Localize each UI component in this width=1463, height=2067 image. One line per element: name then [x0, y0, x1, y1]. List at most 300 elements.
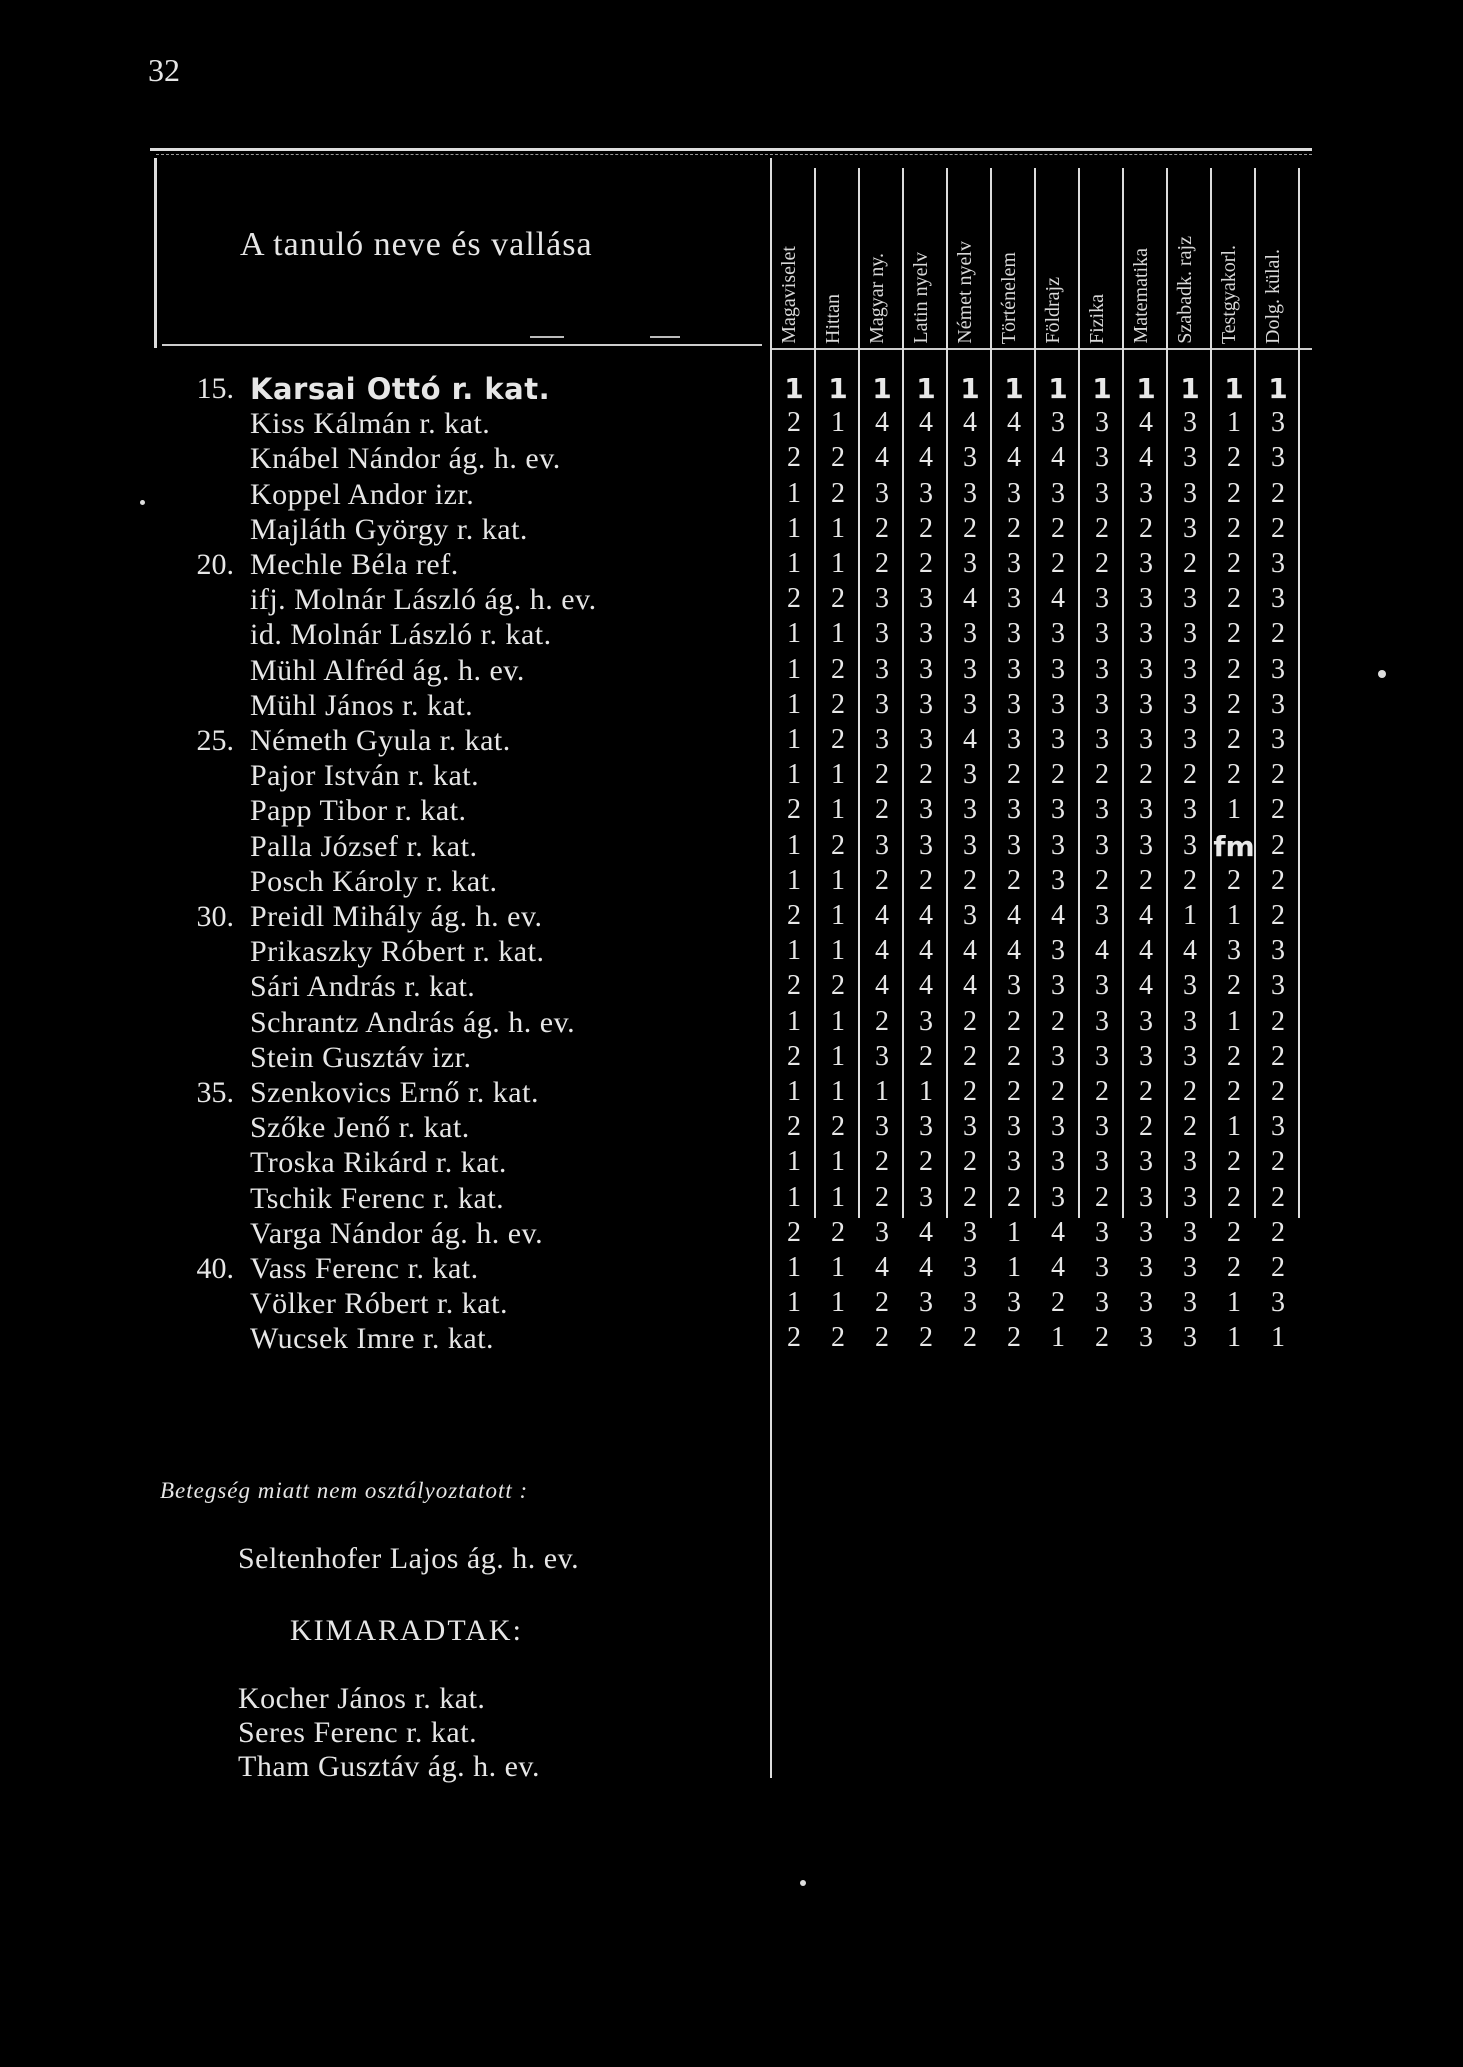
grade-cell: 1 [787, 935, 801, 967]
grade-cell: 3 [1139, 583, 1153, 615]
grade-cell: 3 [963, 688, 977, 720]
column-divider [946, 168, 948, 1218]
grade-cell: 3 [1095, 1005, 1109, 1037]
grade-cell: 2 [1095, 1076, 1109, 1107]
grade-cell: 3 [1271, 935, 1285, 967]
grade-cell: 1 [1004, 372, 1024, 405]
stray-mark [1378, 670, 1386, 678]
grade-cell: 2 [1095, 1322, 1109, 1354]
grade-cell: 4 [919, 407, 933, 439]
grade-cell: 3 [1007, 653, 1021, 685]
table-row [150, 1146, 1312, 1182]
grade-cell: 2 [1227, 618, 1241, 650]
subject-header-11 [1256, 160, 1300, 348]
subject-header-5 [992, 160, 1036, 348]
grade-cell: 4 [1051, 900, 1065, 931]
grade-cell: 3 [919, 653, 933, 685]
grade-cell: 3 [1271, 970, 1285, 1002]
student-name: Mühl János r. kat. [250, 688, 474, 722]
grade-cell: 4 [875, 1252, 889, 1283]
grade-cell: 2 [963, 512, 977, 544]
grade-cell: 2 [1051, 1076, 1065, 1107]
grade-cell: 4 [919, 1252, 933, 1283]
row-number: 35. [196, 1076, 234, 1109]
grade-cell: 1 [831, 1181, 845, 1213]
grade-cell: 1 [831, 618, 845, 650]
grade-cell: 3 [1007, 724, 1021, 755]
grade-cell: 1 [831, 1287, 845, 1319]
grade-cell: 2 [1227, 1216, 1241, 1248]
grade-cell: 3 [919, 724, 933, 755]
grade-cell: 3 [1051, 970, 1065, 1002]
grade-cell: 3 [919, 1005, 933, 1037]
grade-cell: 3 [1183, 1181, 1197, 1213]
grade-cell: 2 [831, 688, 845, 720]
grade-cell: 1 [1051, 1322, 1065, 1354]
subject-header-7 [1080, 160, 1124, 348]
grade-cell: 2 [1095, 864, 1109, 896]
subject-label: Német nyelv [954, 241, 976, 344]
table-row [150, 1252, 1312, 1288]
grade-cell: 3 [919, 477, 933, 509]
grade-cell: 2 [963, 1040, 977, 1072]
grade-cell: 3 [1183, 724, 1197, 755]
table-row [150, 583, 1312, 619]
grade-cell: 1 [787, 477, 801, 509]
row-number: 25. [196, 724, 234, 757]
grade-cell: 2 [1051, 548, 1065, 579]
grade-cell: 2 [1139, 1111, 1153, 1143]
grade-cell: 2 [1227, 970, 1241, 1002]
grade-cell: 3 [919, 1181, 933, 1213]
grade-cell: 1 [787, 548, 801, 579]
grade-cell: 2 [919, 864, 933, 896]
grade-cell: 3 [1183, 1146, 1197, 1178]
grade-cell: 2 [787, 1216, 801, 1248]
grade-cell: 3 [1271, 1287, 1285, 1319]
grade-cell: 3 [1095, 724, 1109, 755]
table-row [150, 1287, 1312, 1323]
grade-cell: 4 [963, 935, 977, 967]
grade-cell: 2 [831, 1216, 845, 1248]
grade-cell: 2 [1271, 1181, 1285, 1213]
grade-cell: 3 [1183, 1005, 1197, 1037]
unclassified-student: Seltenhofer Lajos ág. h. ev. [238, 1542, 580, 1575]
grade-cell: 3 [1183, 653, 1197, 685]
student-name: Vass Ferenc r. kat. [250, 1252, 479, 1285]
grade-cell: 3 [875, 829, 889, 861]
grade-cell: 3 [963, 653, 977, 685]
grade-cell: 4 [1007, 442, 1021, 474]
student-name: Koppel Andor izr. [250, 477, 475, 511]
row-number: 40. [196, 1252, 234, 1285]
grade-cell: 3 [1007, 618, 1021, 650]
grade-cell: 2 [1271, 1252, 1285, 1283]
row-number: 15. [196, 372, 234, 405]
table-row [150, 513, 1312, 549]
grade-cell: 1 [787, 864, 801, 896]
grade-cell: 4 [919, 970, 933, 1002]
grade-cell: 4 [1051, 1252, 1065, 1283]
grade-cell: 2 [1051, 1005, 1065, 1037]
subject-label: Hittan [822, 294, 844, 344]
subject-label: Szabadk. rajz [1174, 236, 1196, 344]
grade-cell: 1 [787, 724, 801, 755]
subject-header-4 [948, 160, 992, 348]
grade-cell: 3 [875, 653, 889, 685]
table-row [150, 865, 1312, 901]
grade-cell: 3 [1271, 688, 1285, 720]
grade-cell: 2 [919, 1040, 933, 1072]
grade-cell: 2 [1227, 1181, 1241, 1213]
grade-cell: 4 [1051, 583, 1065, 615]
grade-cell: 1 [831, 759, 845, 791]
grade-cell: 4 [1051, 442, 1065, 474]
left-out-student: Tham Gusztáv ág. h. ev. [238, 1750, 540, 1783]
grade-cell: 2 [831, 1111, 845, 1143]
grade-cell: 3 [963, 829, 977, 861]
grade-cell: 4 [919, 935, 933, 967]
grade-cell: 3 [1271, 583, 1285, 615]
grade-cell: 1 [831, 794, 845, 826]
grade-cell: 2 [1227, 512, 1241, 544]
grade-cell: 3 [1051, 724, 1065, 755]
grade-cell: 2 [1227, 1040, 1241, 1072]
grade-cell: 3 [919, 1287, 933, 1319]
grade-table [150, 148, 1312, 1783]
grade-cell: 2 [1271, 864, 1285, 896]
grade-cell: 1 [831, 864, 845, 896]
grade-cell: 3 [1051, 864, 1065, 896]
grade-cell: 4 [963, 970, 977, 1002]
grade-cell: 2 [875, 548, 889, 579]
student-name: Varga Nándor ág. h. ev. [250, 1216, 544, 1250]
student-name: Posch Károly r. kat. [250, 864, 498, 898]
grade-cell: 1 [1007, 1252, 1021, 1283]
grade-cell: 3 [1007, 548, 1021, 579]
grade-cell: 2 [1227, 688, 1241, 720]
grade-cell: 2 [1271, 829, 1285, 861]
student-name: Németh Gyula r. kat. [250, 724, 511, 757]
grade-cell: 1 [831, 407, 845, 439]
grade-cell: 2 [919, 1146, 933, 1178]
grade-cell: 2 [831, 829, 845, 861]
grade-cell: 2 [1227, 1146, 1241, 1178]
grade-cell: 4 [963, 407, 977, 439]
grade-cell: 3 [1095, 829, 1109, 861]
grade-cell: 2 [1183, 864, 1197, 896]
grade-cell: 3 [1051, 653, 1065, 685]
grade-cell: 1 [831, 900, 845, 931]
grade-cell: 4 [1095, 935, 1109, 967]
grade-cell: 2 [787, 442, 801, 474]
subject-header-10 [1212, 160, 1256, 348]
grade-cell: 2 [1271, 1040, 1285, 1072]
grade-cell: 2 [1183, 1111, 1197, 1143]
grade-cell: 3 [1007, 794, 1021, 826]
grade-cell: 3 [1139, 653, 1153, 685]
grade-cell: 2 [787, 794, 801, 826]
student-name: ifj. Molnár László ág. h. ev. [250, 583, 597, 617]
grade-cell: 2 [1183, 759, 1197, 791]
grade-cell: 3 [875, 688, 889, 720]
grade-cell: 2 [831, 477, 845, 509]
grade-cell: 1 [787, 1076, 801, 1107]
grade-cell: 2 [1139, 1076, 1153, 1107]
grade-cell: 3 [1007, 583, 1021, 615]
grade-cell: 1 [919, 1076, 933, 1107]
grade-cell: 1 [787, 1287, 801, 1319]
grade-cell: 1 [1271, 1322, 1285, 1354]
grade-cell: 3 [1095, 1040, 1109, 1072]
student-name: Preidl Mihály ág. h. ev. [250, 900, 543, 933]
table-top-border-dashed [156, 154, 1312, 155]
table-row [150, 1322, 1312, 1358]
grade-cell: 2 [875, 794, 889, 826]
grade-cell: 1 [784, 372, 804, 405]
grade-cell: 1 [1048, 372, 1068, 405]
grade-cell: 2 [831, 724, 845, 755]
grade-cell: 3 [1051, 829, 1065, 861]
grade-cell: 3 [963, 759, 977, 791]
grade-cell: 1 [1268, 372, 1288, 405]
grade-cell: 1 [787, 1146, 801, 1178]
grade-cell: 1 [787, 759, 801, 791]
grade-cell: 3 [1095, 653, 1109, 685]
grade-cell: 2 [1007, 512, 1021, 544]
grade-cell: 3 [1183, 970, 1197, 1002]
table-left-border [154, 158, 157, 348]
grade-cell: 3 [875, 1111, 889, 1143]
grade-cell: 1 [787, 1252, 801, 1283]
table-row [150, 794, 1312, 830]
table-row [150, 618, 1312, 654]
grade-cell: 4 [1183, 935, 1197, 967]
subject-label: Történelem [998, 251, 1020, 344]
subject-label: Testgyakorl. [1218, 244, 1240, 344]
grade-cell: 2 [831, 442, 845, 474]
table-row [150, 1217, 1312, 1253]
grade-cell: 3 [1095, 970, 1109, 1002]
grade-cell: 1 [831, 548, 845, 579]
grade-cell: 1 [872, 372, 892, 405]
grade-cell: 3 [1271, 407, 1285, 439]
column-divider [770, 158, 772, 1778]
grade-cell: 3 [1051, 1146, 1065, 1178]
subject-label: Földrajz [1042, 277, 1064, 344]
grade-cell: 2 [787, 1111, 801, 1143]
grade-cell: 1 [831, 1252, 845, 1283]
grade-cell: 4 [875, 900, 889, 931]
table-row [150, 1076, 1312, 1112]
grade-cell: 3 [963, 1252, 977, 1283]
grade-cell: 4 [1139, 970, 1153, 1002]
grade-cell: 2 [963, 1181, 977, 1213]
grade-cell: 2 [1227, 548, 1241, 579]
grade-cell: 3 [875, 1040, 889, 1072]
grade-cell: 3 [1007, 1146, 1021, 1178]
student-name: Szenkovics Ernő r. kat. [250, 1076, 539, 1109]
table-top-border [150, 148, 1312, 151]
grade-cell: 3 [1139, 688, 1153, 720]
grade-cell: 4 [1139, 442, 1153, 474]
grade-cell: 3 [1183, 1322, 1197, 1354]
grade-cell: 2 [787, 970, 801, 1002]
header-dash [650, 336, 680, 338]
left-out-student: Seres Ferenc r. kat. [238, 1716, 478, 1749]
student-name: Palla József r. kat. [250, 829, 478, 863]
grade-cell: 2 [875, 1181, 889, 1213]
grade-cell: 3 [1227, 935, 1241, 967]
grade-cell: 4 [875, 970, 889, 1002]
subject-header-1 [816, 160, 860, 348]
student-name: Völker Róbert r. kat. [250, 1287, 508, 1321]
grade-cell: 3 [963, 1287, 977, 1319]
table-row [150, 970, 1312, 1006]
grade-cell: 3 [919, 1111, 933, 1143]
subject-headers [772, 160, 1312, 350]
student-name: Sári András r. kat. [250, 970, 476, 1004]
grade-cell: 2 [1183, 1076, 1197, 1107]
student-name: Schrantz András ág. h. ev. [250, 1005, 576, 1039]
grade-cell: 3 [1139, 1322, 1153, 1354]
student-name: Mühl Alfréd ág. h. ev. [250, 653, 525, 687]
grade-cell: 1 [787, 688, 801, 720]
grade-cell: 1 [787, 1005, 801, 1037]
grade-cell: 4 [1139, 900, 1153, 931]
column-divider [990, 168, 992, 1218]
table-row [150, 759, 1312, 795]
grade-cell: 1 [1007, 1216, 1021, 1248]
grade-cell: 3 [963, 618, 977, 650]
grade-cell: 3 [1271, 653, 1285, 685]
grade-cell: 1 [1183, 900, 1197, 931]
column-divider [1078, 168, 1080, 1218]
grade-cell: 4 [875, 442, 889, 474]
grade-cell: 3 [1271, 724, 1285, 755]
subject-header-underline [772, 348, 1312, 350]
grade-cell: 2 [875, 512, 889, 544]
grade-cell: 2 [1227, 864, 1241, 896]
table-row [150, 689, 1312, 725]
grade-cell: 2 [919, 759, 933, 791]
grade-cell: 2 [1227, 724, 1241, 755]
grade-cell: 2 [1007, 1005, 1021, 1037]
grade-cell: 2 [831, 1322, 845, 1354]
grade-cell: 1 [831, 1146, 845, 1178]
grade-cell: 2 [919, 512, 933, 544]
grade-cell: 2 [1007, 1040, 1021, 1072]
grade-cell: 3 [919, 618, 933, 650]
grade-cell: 1 [787, 1181, 801, 1213]
illness-note: Betegség miatt nem osztályoztatott : [160, 1478, 529, 1503]
grade-cell: 3 [1095, 407, 1109, 439]
student-name: Karsai Ottó r. kat. [250, 372, 551, 406]
student-name: id. Molnár László r. kat. [250, 618, 552, 652]
grade-cell: 3 [1183, 407, 1197, 439]
subject-header-8 [1124, 160, 1168, 348]
stray-mark [800, 1880, 806, 1886]
grade-cell: 3 [1095, 1111, 1109, 1143]
grade-cell: 2 [1271, 1005, 1285, 1037]
student-name: Kiss Kálmán r. kat. [250, 407, 491, 441]
grade-cell: 3 [919, 829, 933, 861]
subject-header-0 [772, 160, 816, 348]
grade-cell: 2 [1007, 864, 1021, 896]
grade-cell: 3 [1183, 688, 1197, 720]
table-row [150, 1111, 1312, 1147]
column-divider [1034, 168, 1036, 1218]
column-header-name: A tanuló neve és vallása [240, 226, 593, 263]
student-name: Tschik Ferenc r. kat. [250, 1181, 505, 1215]
grade-cell: 2 [831, 583, 845, 615]
grade-cell: 2 [787, 583, 801, 615]
table-row [150, 1182, 1312, 1218]
grade-cell: 4 [1007, 935, 1021, 967]
column-divider [1210, 168, 1212, 1218]
subject-label: Magaviselet [778, 246, 800, 344]
student-name: Prikaszky Róbert r. kat. [250, 935, 545, 969]
grade-cell: 1 [828, 372, 848, 405]
page-number: 32 [148, 52, 180, 88]
grade-cell: 1 [787, 618, 801, 650]
row-number: 20. [196, 548, 234, 581]
grade-cell: 3 [1051, 1040, 1065, 1072]
column-divider [1166, 168, 1168, 1218]
grade-cell: 1 [1227, 1005, 1241, 1037]
grade-cell: 3 [1183, 794, 1197, 826]
subject-label: Latin nyelv [910, 252, 932, 344]
grade-cell: 2 [1095, 1181, 1109, 1213]
grade-cell: 1 [831, 512, 845, 544]
grade-cell: 3 [875, 724, 889, 755]
grade-cell: 1 [831, 1040, 845, 1072]
grade-cell: 2 [1183, 548, 1197, 579]
header-dash [530, 336, 564, 338]
grade-cell: 2 [963, 1005, 977, 1037]
grade-cell: 2 [1095, 512, 1109, 544]
header-underline [162, 344, 762, 346]
grade-cell: 2 [1007, 759, 1021, 791]
grade-cell: 2 [1007, 1322, 1021, 1354]
grade-cell: 2 [963, 1322, 977, 1354]
subject-header-2 [860, 160, 904, 348]
grade-cell: 1 [1092, 372, 1112, 405]
grade-cell: 2 [787, 1322, 801, 1354]
grade-cell: 2 [1227, 583, 1241, 615]
table-row [150, 407, 1312, 443]
grade-cell: 3 [1051, 935, 1065, 967]
grade-cell: 4 [919, 442, 933, 474]
grade-cell: 2 [1051, 512, 1065, 544]
row-number: 30. [196, 900, 234, 933]
grade-cell: 4 [963, 583, 977, 615]
grade-cell: 1 [916, 372, 936, 405]
left-out-heading: KIMARADTAK: [290, 1614, 523, 1647]
grade-cell: 3 [1139, 548, 1153, 579]
grade-cell: 1 [1227, 900, 1241, 931]
grade-cell: 3 [1007, 688, 1021, 720]
grade-cell: 1 [831, 1076, 845, 1107]
grade-cell: 2 [875, 759, 889, 791]
student-name: Troska Rikárd r. kat. [250, 1146, 507, 1180]
grade-cell: 2 [963, 1146, 977, 1178]
grade-cell: 4 [919, 900, 933, 931]
grade-cell: 3 [1139, 1252, 1153, 1283]
grade-cell: 3 [1139, 1040, 1153, 1072]
grade-cell: 2 [831, 970, 845, 1002]
grade-cell: 3 [1271, 442, 1285, 474]
